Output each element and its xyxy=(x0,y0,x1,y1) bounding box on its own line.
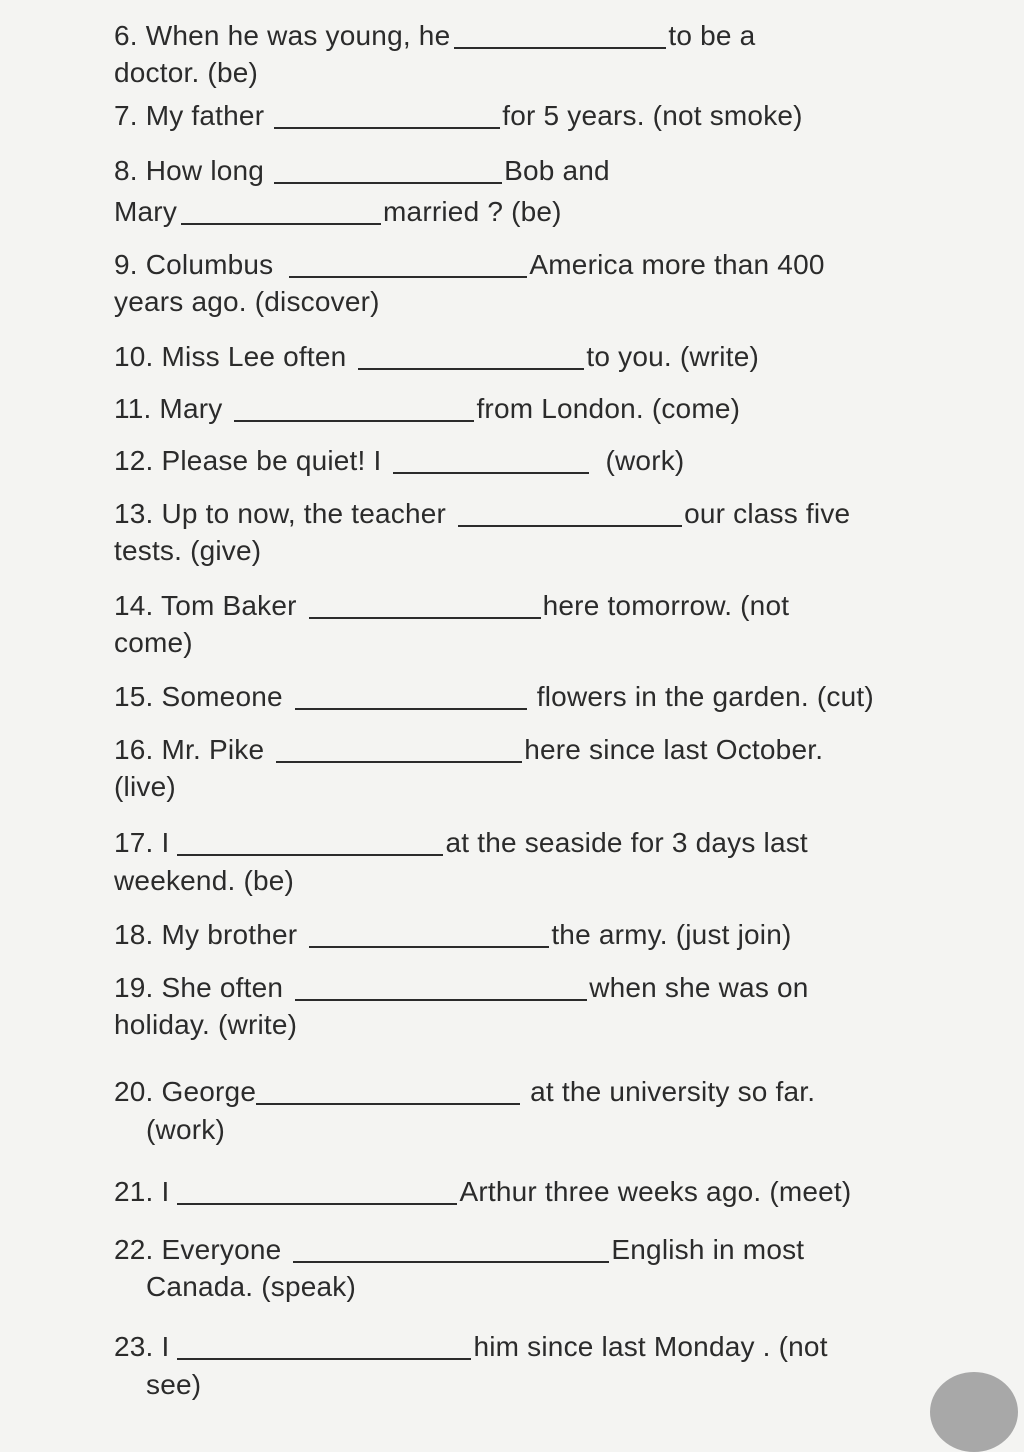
question-22-start: 22. Everyone xyxy=(114,1234,282,1265)
question-8-line-1 xyxy=(114,152,610,187)
question-16-answer-blank[interactable] xyxy=(276,735,522,763)
question-19-line-2: holiday. (write) xyxy=(114,1009,298,1040)
question-8-middle: Bob and xyxy=(504,155,610,186)
question-13-end: our class five xyxy=(684,498,851,529)
question-23-line-1 xyxy=(114,1328,828,1363)
question-7-line-1 xyxy=(114,97,803,132)
question-11-end: from London. (come) xyxy=(476,393,741,424)
question-11-line xyxy=(114,390,740,425)
question-16-end: here since last October. xyxy=(524,734,824,765)
question-14-answer-blank[interactable] xyxy=(309,591,541,619)
question-13-line-2: tests. (give) xyxy=(114,535,262,566)
question-10-start: 10. Miss Lee often xyxy=(114,341,347,372)
question-15-line xyxy=(114,678,874,713)
question-14-start: 14. Tom Baker xyxy=(114,590,297,621)
question-10-end: to you. (write) xyxy=(586,341,760,372)
question-11-answer-blank[interactable] xyxy=(234,394,474,422)
question-9-answer-blank[interactable] xyxy=(289,250,527,278)
question-20-line-1 xyxy=(114,1073,815,1108)
question-21-start: 21. I xyxy=(114,1176,170,1207)
question-21-answer-blank[interactable] xyxy=(177,1177,457,1205)
question-14-end: here tomorrow. (not xyxy=(542,590,790,621)
question-8-end: married ? (be) xyxy=(383,196,562,227)
question-19-start: 19. She often xyxy=(114,972,284,1003)
question-10-answer-blank[interactable] xyxy=(358,342,584,370)
question-20-start: 20. George xyxy=(114,1076,257,1107)
question-8-answer-blank-1[interactable] xyxy=(274,156,502,184)
question-22-line-1 xyxy=(114,1231,804,1266)
question-20-answer-blank[interactable] xyxy=(256,1077,520,1105)
question-20-line-2: (work) xyxy=(146,1114,225,1145)
question-18-start: 18. My brother xyxy=(114,919,298,950)
question-13-line-1 xyxy=(114,495,850,530)
question-16-line-2: (live) xyxy=(114,771,176,802)
question-9-start: 9. Columbus xyxy=(114,249,274,280)
question-7-end: for 5 years. (not smoke) xyxy=(502,100,803,131)
question-9-line-1 xyxy=(114,246,825,281)
question-13-answer-blank[interactable] xyxy=(458,499,682,527)
question-22-answer-blank[interactable] xyxy=(293,1235,609,1263)
question-23-answer-blank[interactable] xyxy=(177,1332,471,1360)
question-6-line-2: doctor. (be) xyxy=(114,57,259,88)
question-9-end: America more than 400 xyxy=(529,249,825,280)
question-19-end: when she was on xyxy=(589,972,809,1003)
question-23-start: 23. I xyxy=(114,1331,170,1362)
question-12-end: (work) xyxy=(605,445,685,476)
question-20-end: at the university so far. xyxy=(530,1076,816,1107)
question-18-end: the army. (just join) xyxy=(551,919,792,950)
question-8-subject: Mary xyxy=(114,196,178,227)
question-12-line xyxy=(114,442,684,477)
question-21-line xyxy=(114,1173,851,1208)
question-23-line-2: see) xyxy=(146,1369,202,1400)
question-16-line-1 xyxy=(114,731,823,766)
question-22-line-2: Canada. (speak) xyxy=(146,1271,357,1302)
question-19-answer-blank[interactable] xyxy=(295,973,587,1001)
question-7-start: 7. My father xyxy=(114,100,265,131)
question-6-line-1 xyxy=(114,17,755,52)
question-17-answer-blank[interactable] xyxy=(177,828,443,856)
question-11-start: 11. Mary xyxy=(114,393,223,424)
question-9-line-2: years ago. (discover) xyxy=(114,286,380,317)
question-8-start: 8. How long xyxy=(114,155,265,186)
question-6-end: to be a xyxy=(668,20,756,51)
question-19-line-1 xyxy=(114,969,809,1004)
question-8-answer-blank-2[interactable] xyxy=(181,197,381,225)
question-17-end: at the seaside for 3 days last xyxy=(445,827,808,858)
question-18-answer-blank[interactable] xyxy=(309,920,549,948)
question-14-line-2: come) xyxy=(114,627,193,658)
question-13-start: 13. Up to now, the teacher xyxy=(114,498,447,529)
question-17-line-1 xyxy=(114,824,808,859)
question-17-start: 17. I xyxy=(114,827,170,858)
question-6-start: 6. When he was young, he xyxy=(114,20,451,51)
question-8-line-2 xyxy=(114,193,562,228)
corner-circle-decoration xyxy=(930,1372,1018,1452)
question-15-start: 15. Someone xyxy=(114,681,283,712)
question-21-end: Arthur three weeks ago. (meet) xyxy=(459,1176,852,1207)
question-17-line-2: weekend. (be) xyxy=(114,865,295,896)
question-16-start: 16. Mr. Pike xyxy=(114,734,265,765)
question-6-answer-blank[interactable] xyxy=(454,21,666,49)
question-22-end: English in most xyxy=(611,1234,805,1265)
question-12-start: 12. Please be quiet! I xyxy=(114,445,382,476)
question-12-answer-blank[interactable] xyxy=(393,446,589,474)
question-18-line xyxy=(114,916,792,951)
question-23-end: him since last Monday . (not xyxy=(473,1331,828,1362)
question-10-line xyxy=(114,338,759,373)
question-7-answer-blank[interactable] xyxy=(274,101,500,129)
question-14-line-1 xyxy=(114,587,789,622)
question-15-answer-blank[interactable] xyxy=(295,682,527,710)
question-15-end: flowers in the garden. (cut) xyxy=(536,681,874,712)
